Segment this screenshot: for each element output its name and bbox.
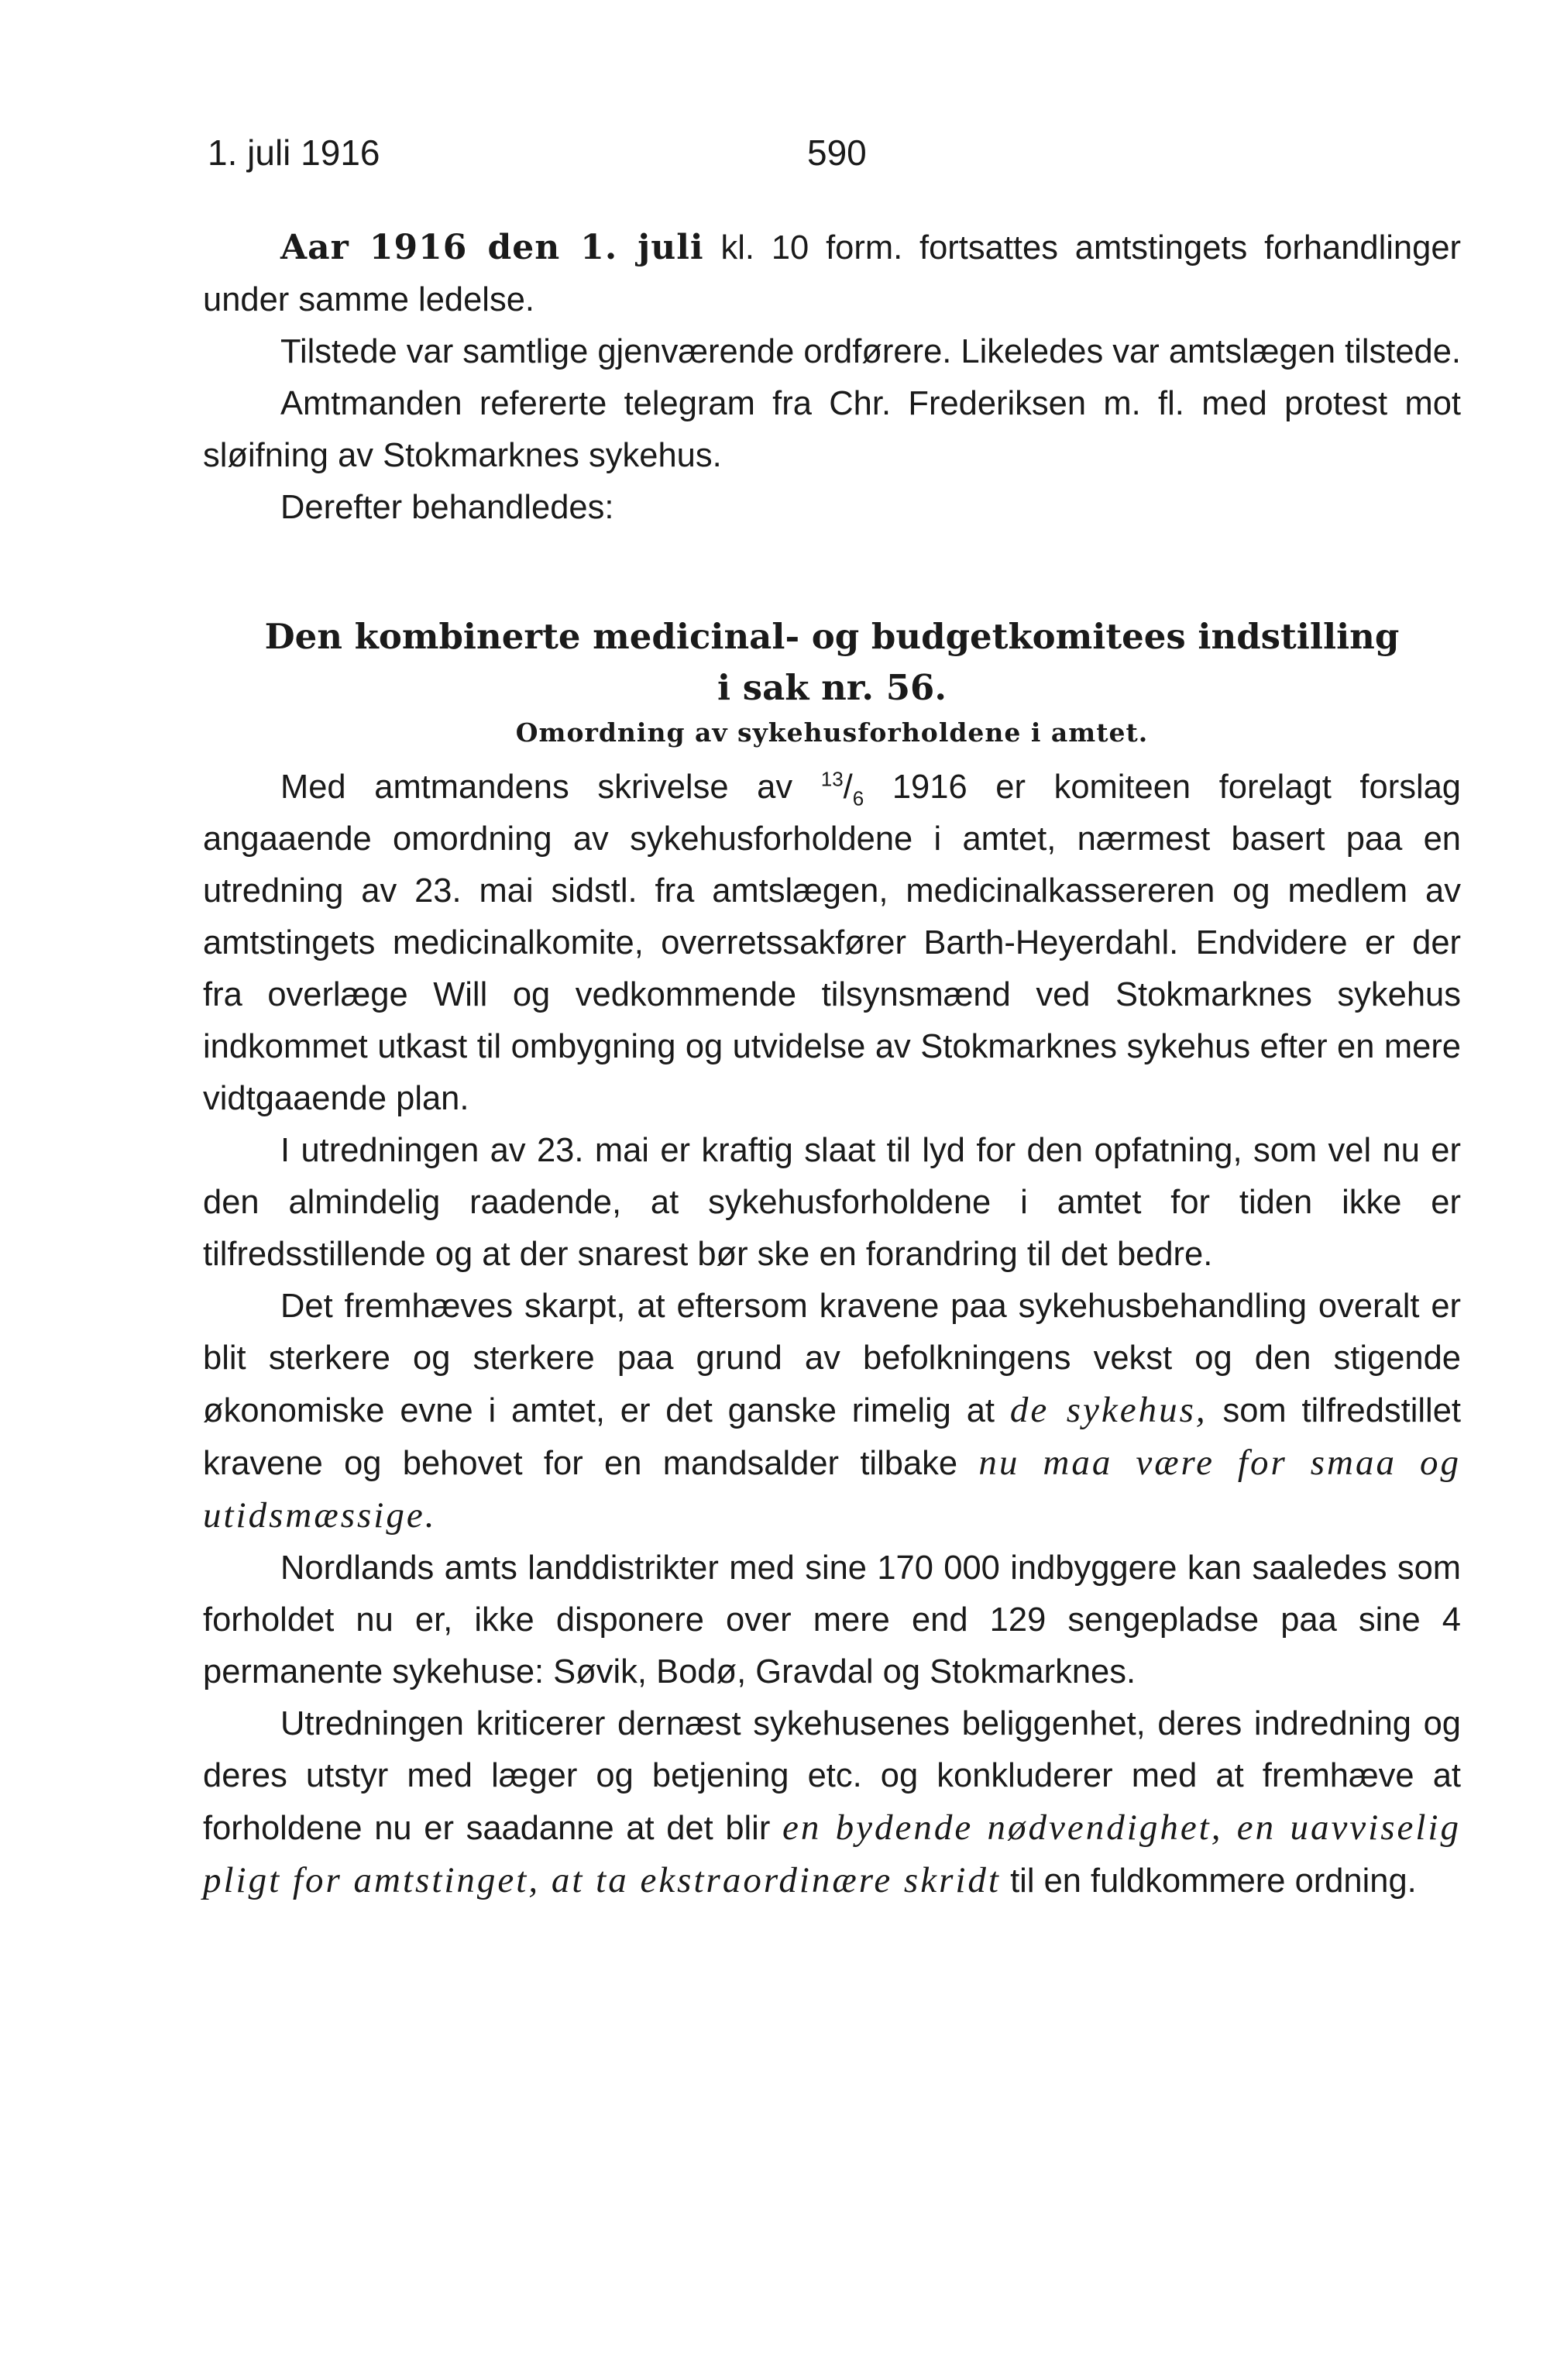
emphasis-text: de sykehus, <box>1009 1390 1208 1430</box>
date-fraction-month: 6 <box>852 786 864 810</box>
intro-paragraph-1: Aar 1916 den 1. juli kl. 10 form. fortsattes amtstingets forhandlinger under samme ledelse. <box>203 228 1461 318</box>
body-paragraph-4: Nordlands amts landdistrikter med sine 170 000 indbyggere kan saaledes som forholdet nu er, ikke disponere over mere end 129 sengepladse paa sine 4 permanente sykehuse: Søvik, Bodø, Gravdal og Stokmarknes. <box>203 1549 1461 1690</box>
body-paragraph-2: I utredningen av 23. mai er kraftig slaat til lyd for den opfatning, som vel nu er den almindelig raadende, at sykehusforholdene i amtet for tiden ikke er tilfredsstillende og at der snarest bør ske en forandring til det bedre. <box>203 1132 1461 1273</box>
document-page <box>203 132 1461 1907</box>
section-subheading: Omordning av sykehusforholdene i amtet. <box>515 717 1149 748</box>
intro-paragraph-4: Derefter behandledes: <box>280 489 614 526</box>
section-heading-line-1: Den kombinerte medicinal- og budgetkomitees indstilling <box>264 616 1400 657</box>
page-number: 590 <box>807 132 867 173</box>
intro-text <box>203 222 1461 534</box>
body-paragraph-5: Utredningen kriticerer dernæst sykehusenes beliggenhet, deres indredning og deres utstyr med læger og betjening etc. og konkluderer med at fremhæve at forholdene nu er saadanne at det blir en bydende nødvendighet, en uavviselig pligt for amtstinget, at ta ekstraordinære skridt til en fuldkommere ordning. <box>203 1705 1461 1900</box>
running-header <box>203 132 1461 194</box>
emphasis-text: nu maa være for smaa og utidsmæssige. <box>203 1443 1461 1536</box>
session-date-lead: Aar 1916 den 1. juli <box>280 228 704 267</box>
intro-paragraph-3: Amtmanden refererte telegram fra Chr. Frederiksen m. fl. med protest mot sløifning av Stokmarknes sykehus. <box>203 385 1461 474</box>
section-heading <box>203 611 1461 714</box>
intro-paragraph-2: Tilstede var samtlige gjenværende ordførere. Likeledes var amtslægen tilstede. <box>280 333 1462 370</box>
date-fraction-day: 13 <box>820 767 844 791</box>
section-body <box>203 762 1461 1907</box>
body-paragraph-1: Med amtmandens skrivelse av $^{13}/_6$ 1916 er komiteen forelagt forslag angaaende omordning av sykehusforholdene i amtet, nærmest basert paa en utredning av 23. mai sidstl. fra amtslægen, medicinalkassereren og medlem av amtstingets medicinalkomite, overretssakfører Barth-Heyerdahl. Endvidere er der fra overlæge Will og vedkommende tilsynsmænd ved Stokmarknes sykehus indkommet utkast til ombygning og utvidelse av Stokmarknes sykehus efter en mere vidtgaaende plan. <box>203 767 1461 1117</box>
emphasis-text: en bydende nødvendighet, en uavviselig pligt for amtstinget, at ta ekstraordinære skridt <box>203 1807 1461 1900</box>
header-date: 1. juli 1916 <box>208 132 380 173</box>
body-paragraph-3: Det fremhæves skarpt, at eftersom kravene paa sykehusbehandling overalt er blit sterkere og sterkere paa grund av befolkningens vekst og den stigende økonomiske evne i amtet, er det ganske rimelig at de sykehus, som tilfredstillet kravene og behovet for en mandsalder tilbake nu maa være for smaa og utidsmæssige. <box>203 1288 1462 1536</box>
section-heading-line-2: i sak nr. 56. <box>717 667 947 708</box>
